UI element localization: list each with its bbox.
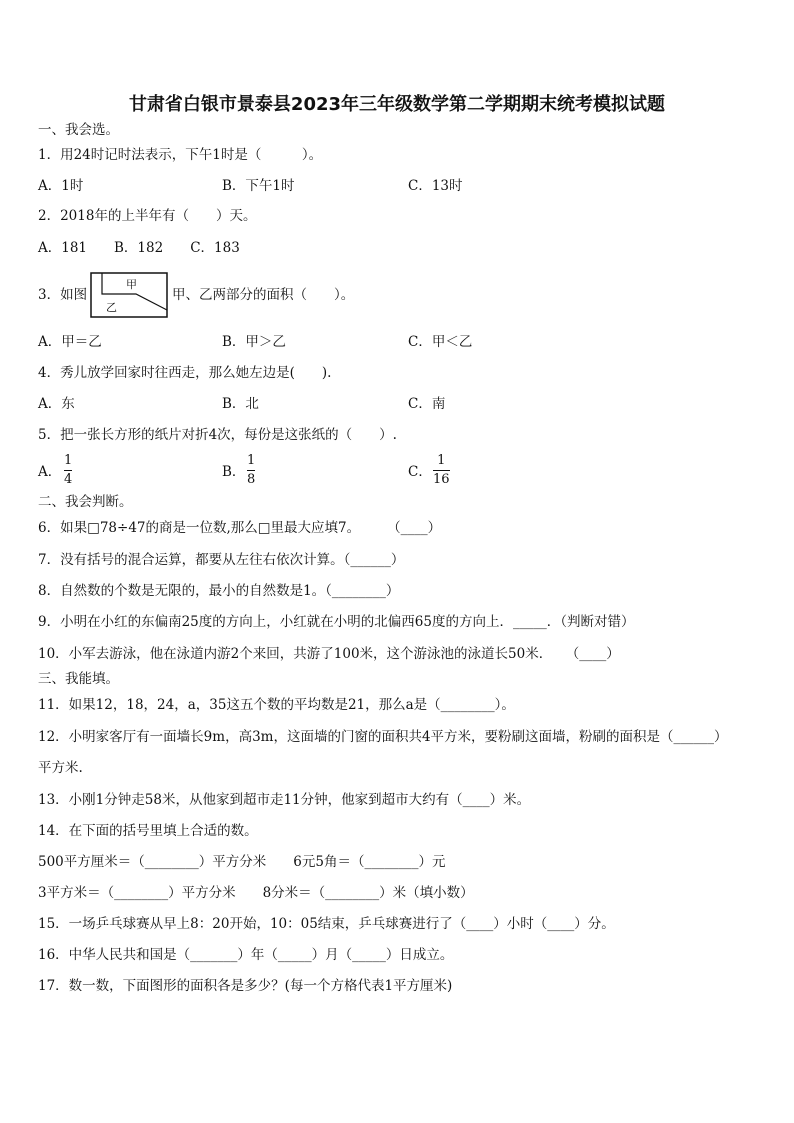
denominator: 4 [64,472,73,487]
question-10: 10．小军去游泳，他在泳道内游2个来回，共游了100米，这个游泳池的泳道长50米． （____） [38,646,620,662]
q5-option-c: C． [408,464,432,480]
q3-rectangle-figure [90,272,168,318]
section-heading-3: 三、我能填。 [38,671,119,687]
question-6: 6．如果□78÷47的商是一位数,那么□里最大应填7。 （____） [38,520,442,536]
q1-option-b: B．下午1时 [222,178,295,194]
question-12-continued: 平方米. [38,760,83,776]
q4-option-a: A．东 [38,396,75,412]
section-heading-1: 一、我会选。 [38,122,119,138]
denominator: 8 [247,472,256,487]
figure-label-bottom: 乙 [106,301,117,314]
q1-option-c: C．13时 [408,178,463,194]
q3-option-b: B．甲＞乙 [222,334,286,350]
q2-options: A．181 B．182 C．183 [38,240,240,256]
q1-option-a: A．1时 [38,178,84,194]
numerator: 1 [247,453,256,468]
fraction-one-quarter [64,453,72,488]
question-14-row-2: 3平方米＝（________）平方分米 8分米＝（________）米（填小数） [38,885,474,901]
numerator: 1 [64,453,73,468]
fraction-bar [433,470,450,471]
q5-option-b: B． [222,464,246,480]
fraction-one-eighth [247,453,255,488]
question-15: 15．一场乒乓球赛从早上8：20开始，10：05结束，乒乓球赛进行了（____）小时（____）分。 [38,916,615,932]
question-11: 11．如果12，18，24，a，35这五个数的平均数是21，那么a是（________）。 [38,697,515,713]
question-7: 7．没有括号的混合运算，都要从左往右依次计算。（______） [38,552,405,568]
question-8: 8．自然数的个数是无限的，最小的自然数是1。（________） [38,583,400,599]
q3-option-c: C．甲＜乙 [408,334,473,350]
question-2: 2．2018年的上半年有（ ）天。 [38,208,257,224]
question-17: 17．数一数，下面图形的面积各是多少？(每一个方格代表1平方厘米) [38,978,453,994]
question-14-row-1: 500平方厘米＝（________）平方分米 6元5角＝（________）元 [38,854,446,870]
q4-option-c: C．南 [408,396,446,412]
question-1: 1．用24时记时法表示，下午1时是（ ）。 [38,147,323,163]
question-16: 16．中华人民共和国是（_______）年（_____）月（_____）日成立。 [38,947,454,963]
q3-option-a: A．甲＝乙 [38,334,102,350]
figure-label-top: 甲 [126,278,137,291]
fraction-bar [247,470,255,471]
question-3-prefix: 3．如图 [38,287,88,303]
q5-option-a: A． [38,464,62,480]
question-4: 4．秀儿放学回家时往西走，那么她左边是( ). [38,365,332,381]
question-12: 12．小明家客厅有一面墙长9m，高3m，这面墙的门窗的面积共4平方米，要粉刷这面墙，粉刷的面积是（______） [38,729,728,745]
question-5: 5．把一张长方形的纸片对折4次，每份是这张纸的（ ）. [38,427,397,443]
denominator: 16 [433,472,450,487]
question-9: 9．小明在小红的东偏南25度的方向上，小红就在小明的北偏西65度的方向上．_____．（判断对错） [38,614,635,630]
q4-option-b: B．北 [222,396,259,412]
section-heading-2: 二、我会判断。 [38,494,133,510]
numerator: 1 [437,453,446,468]
question-14: 14．在下面的括号里填上合适的数。 [38,823,258,839]
question-13: 13．小刚1分钟走58米，从他家到超市走11分钟，他家到超市大约有（____）米。 [38,792,531,808]
question-3-suffix: 甲、乙两部分的面积（ ）。 [172,287,355,303]
fraction-bar [64,470,72,471]
page-title: 甘肃省白银市景泰县2023年三年级数学第二学期期末统考模拟试题 [128,94,666,115]
fraction-one-sixteenth [433,453,450,488]
